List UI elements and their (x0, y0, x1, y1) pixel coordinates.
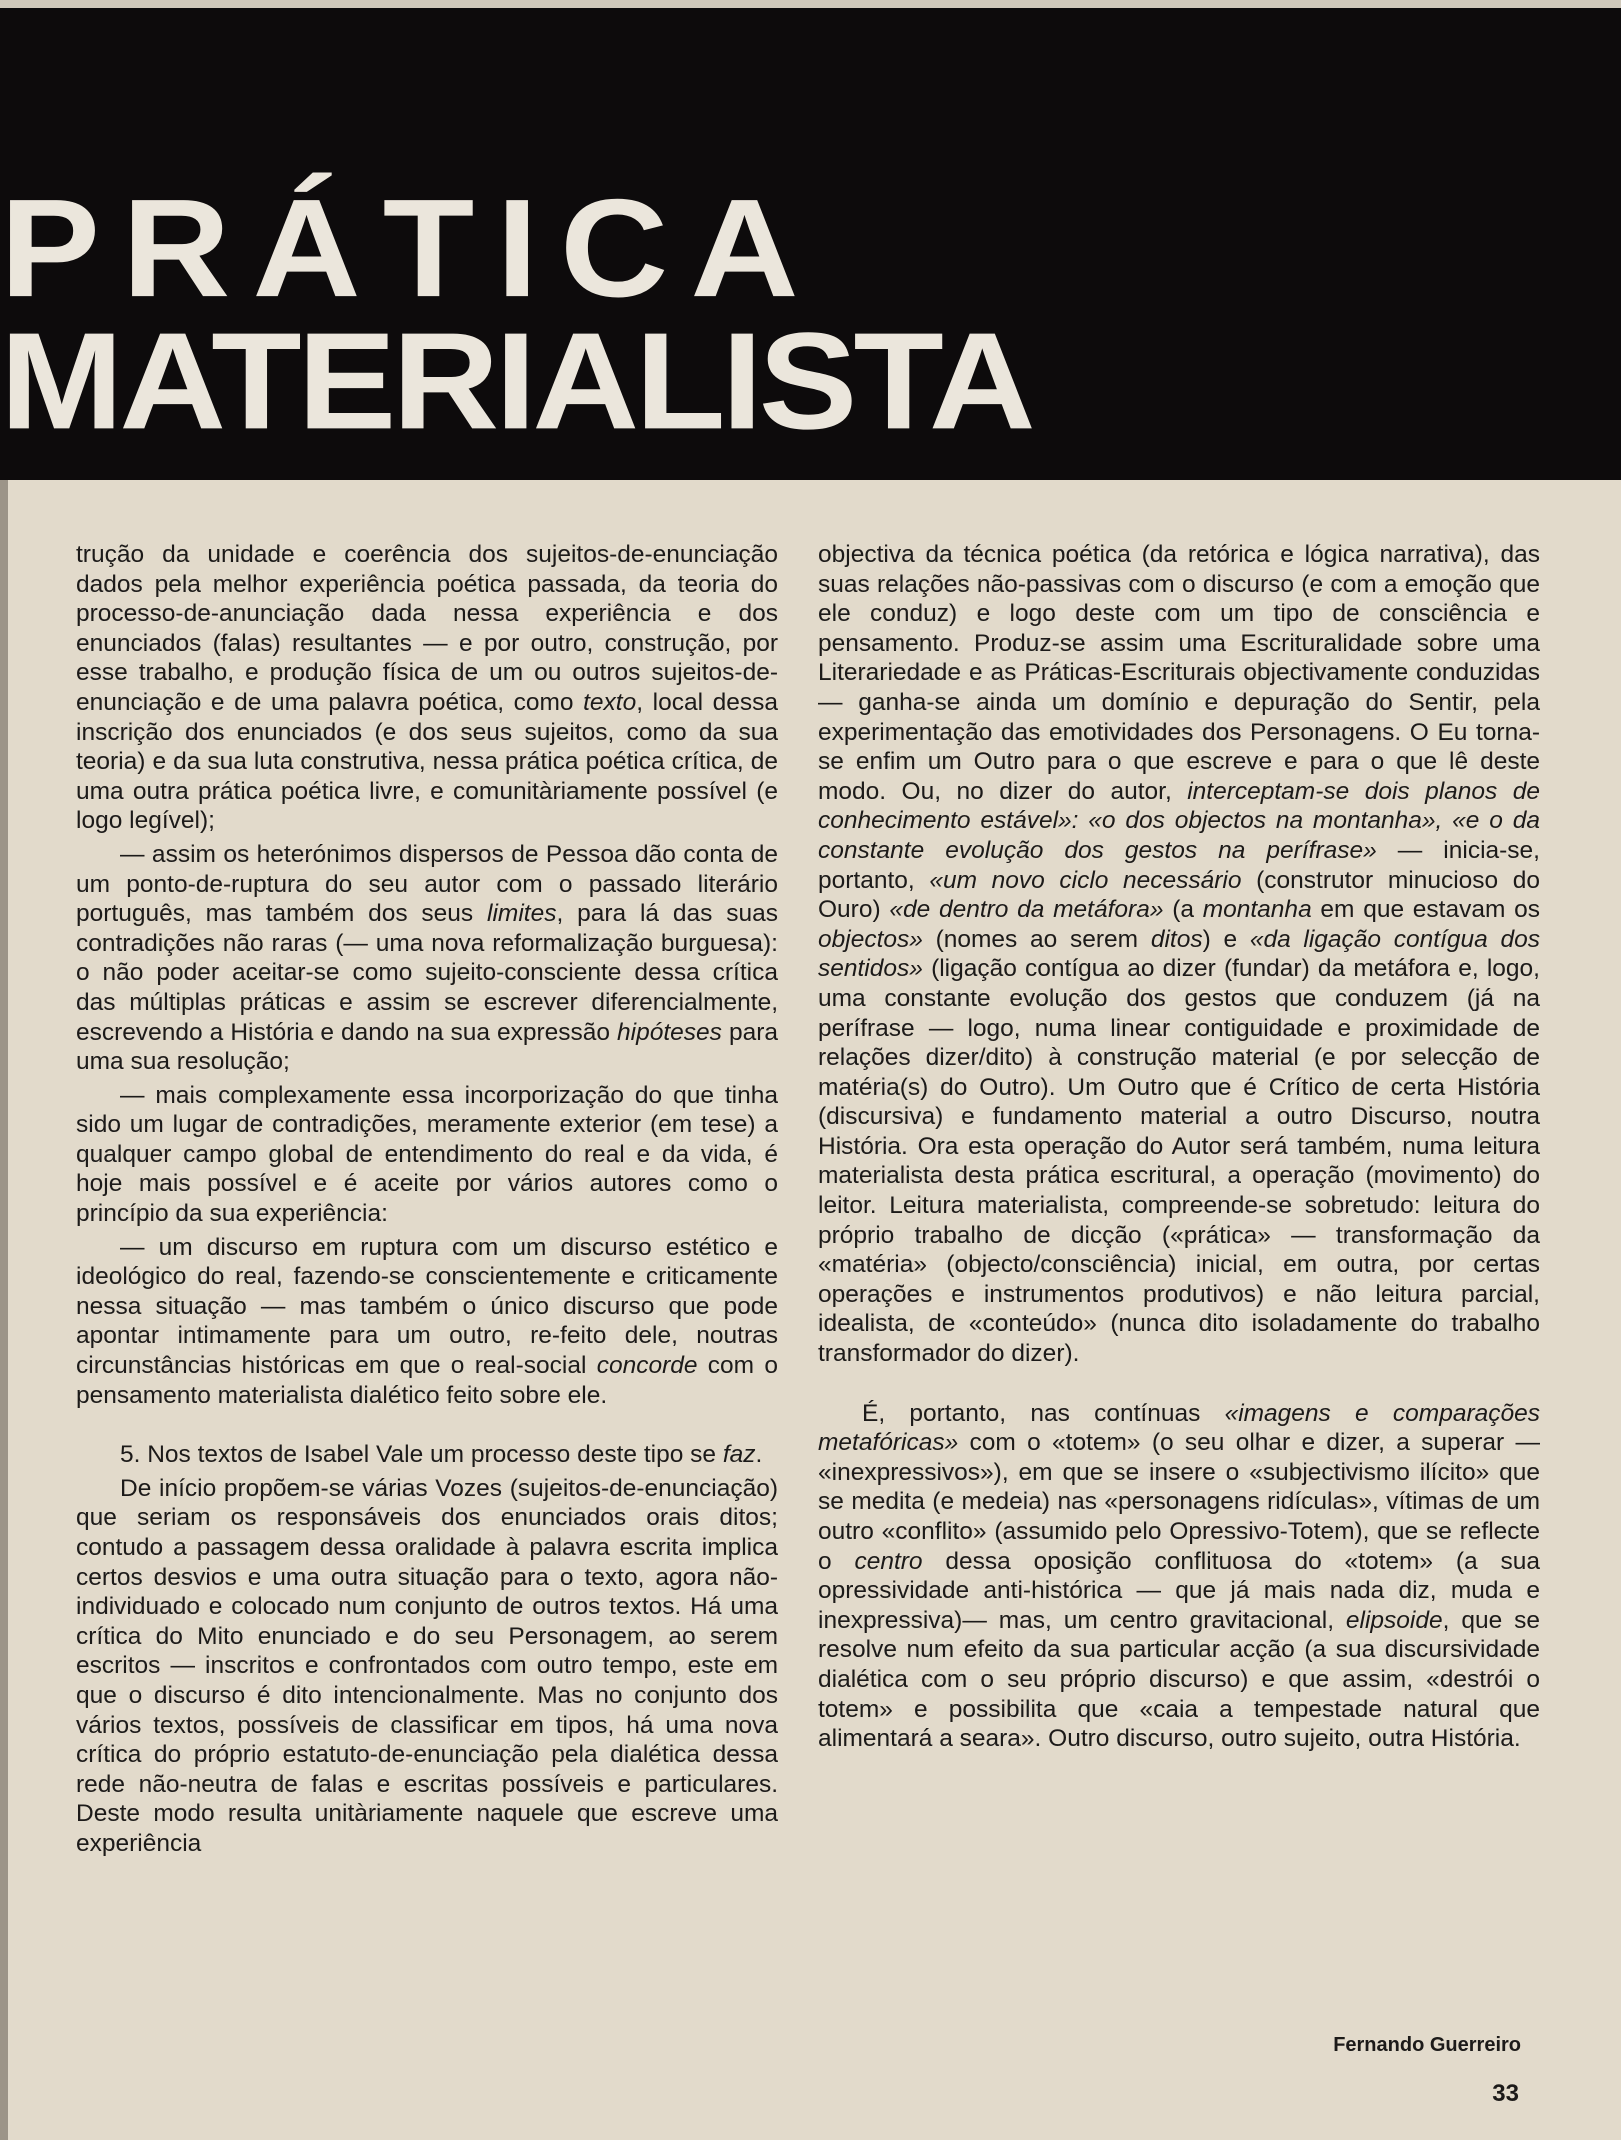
title-band (0, 8, 1621, 480)
page-left-edge (0, 480, 8, 2140)
paragraph: É, portanto, nas contínuas «imagens e comparações metafóricas» com o «totem» (o seu olhar e dizer, a superar — «inexpressivos»), em que se insere o «subjectivismo ilícito» que se medita (e medeia) nas «personagens ridículas», vítimas de um outro «conflito» (assumido pelo Opressivo-Totem), que se reflecte o centro dessa oposição conflituosa do «totem» (a sua opressividade anti-histórica — que já mais nada diz, muda e inexpressiva)— mas, um centro gravitacional, elipsoide, que se resolve num efeito da sua particular acção (a sua discursividade dialética com o seu próprio discurso) e que assim, «destrói o totem» e possibilita que «caia a tempestade natural que alimentará a seara». Outro discurso, outro sujeito, outra História. (818, 1399, 1541, 1753)
page-top-edge (0, 0, 1621, 8)
page-number: 33 (1492, 2080, 1519, 2107)
left-column (76, 540, 778, 1859)
right-column (818, 540, 1540, 1754)
title-line-2: MATERIALISTA (0, 304, 1032, 459)
section-5-paragraph: 5. Nos textos de Isabel Vale um processo deste tipo se faz. (120, 1441, 763, 1469)
paragraph: — mais complexamente essa incorporização do que tinha sido um lugar de contradições, meramente exterior (em tese) a qualquer campo global de entendimento do real e da vida, é hoje mais possível e é aceite por vários autores como o princípio da sua experiência: (76, 1081, 778, 1228)
paragraph: trução da unidade e coerência dos sujeitos-de-enunciação dados pela melhor experiência poética passada, da teoria do processo-de-anunciação dada nessa experiência e dos enunciados (falas) resultantes — e por outro, construção, por esse trabalho, e produção física de um ou outros sujeitos-de-enunciação e de uma palavra poética, como texto, local dessa inscrição dos enunciados (e dos seus sujeitos, como da sua teoria) e da sua luta construtiva, nessa prática poética crítica, de uma outra prática poética livre, e comunitàriamente possível (e logo legível); (76, 541, 778, 835)
paragraph: — um discurso em ruptura com um discurso estético e ideológico do real, fazendo-se conscientemente e criticamente nessa situação — mas também o único discurso que pode apontar intimamente para um outro, re-feito dele, noutras circunstâncias históricas em que o real-social concorde com o pensamento materialista dialético feito sobre ele. (76, 1233, 778, 1409)
paragraph: — assim os heterónimos dispersos de Pessoa dão conta de um ponto-de-ruptura do seu autor com o passado literário português, mas também dos seus limites, para lá das suas contradições não raras (— uma nova reformalização burguesa): o não poder aceitar-se como sujeito-consciente dessa crítica das múltiplas práticas e assim se escrever diferencialmente, escrevendo a História e dando na sua expressão hipóteses para uma sua resolução; (76, 840, 778, 1076)
paragraph: De início propõem-se várias Vozes (sujeitos-de-enunciação) que seriam os responsáveis dos enunciados orais ditos; contudo a passagem dessa oralidade à palavra escrita implica certos desvios e uma outra situação para o texto, agora não-individuado e colocado num conjunto de outros textos. Há uma crítica do Mito enunciado e do seu Personagem, ao serem escritos — inscritos e confrontados com outro tempo, este em que o discurso é dito intencionalmente. Mas no conjunto dos vários textos, possíveis de classificar em tipos, há uma nova crítica do próprio estatuto-de-enunciação pela dialética dessa rede não-neutra de falas e escritas possíveis e particulares. Deste modo resulta unitàriamente naquele que escreve uma experiência (76, 1474, 778, 1857)
paragraph: objectiva da técnica poética (da retórica e lógica narrativa), das suas relações não-passivas com o discurso (e com a emoção que ele conduz) e logo deste com um tipo de consciência e pensamento. Produz-se assim uma Escrituralidade sobre uma Literariedade e as Práticas-Escriturais objectivamente conduzidas — ganha-se ainda um domínio e depuração do Sentir, pela experimentação das emotividades dos Personagens. O Eu torna-se enfim um Outro para o que escreve e para o que lê deste modo. Ou, no dizer do autor, interceptam-se dois planos de conhecimento estável»: «o dos objectos na montanha», «e o da constante evolução dos gestos na perífrase» — inicia-se, portanto, «um novo ciclo necessário (construtor minucioso do Ouro) «de dentro da metáfora» (a montanha em que estavam os objectos» (nomes ao serem ditos) e «da ligação contígua dos sentidos» (ligação contígua ao dizer (fundar) da metáfora e, logo, uma constante evolução dos gestos que conduzem (já na perífrase — logo, numa linear contiguidade e proximidade de relações dizer/dito) à construção material (e por selecção de matéria(s) do Outro). Um Outro que é Crítico de certa História (discursiva) e fundamento material a outro Discurso, noutra História. Ora esta operação do Autor será também, numa leitura materialista desta prática escritural, a operação (movimento) do leitor. Leitura materialista, compreende-se sobretudo: leitura do próprio trabalho de dicção («prática» — transformação da «matéria» (objecto/consciência) inicial, em outra, por certas operações e instrumentos produtivos) e não leitura parcial, idealista, de «conteúdo» (nunca dito isoladamente do trabalho transformador do dizer). (818, 541, 1541, 1368)
author-byline: Fernando Guerreiro (1333, 2034, 1521, 2056)
title-line-1: PRÁTICA (0, 169, 821, 326)
